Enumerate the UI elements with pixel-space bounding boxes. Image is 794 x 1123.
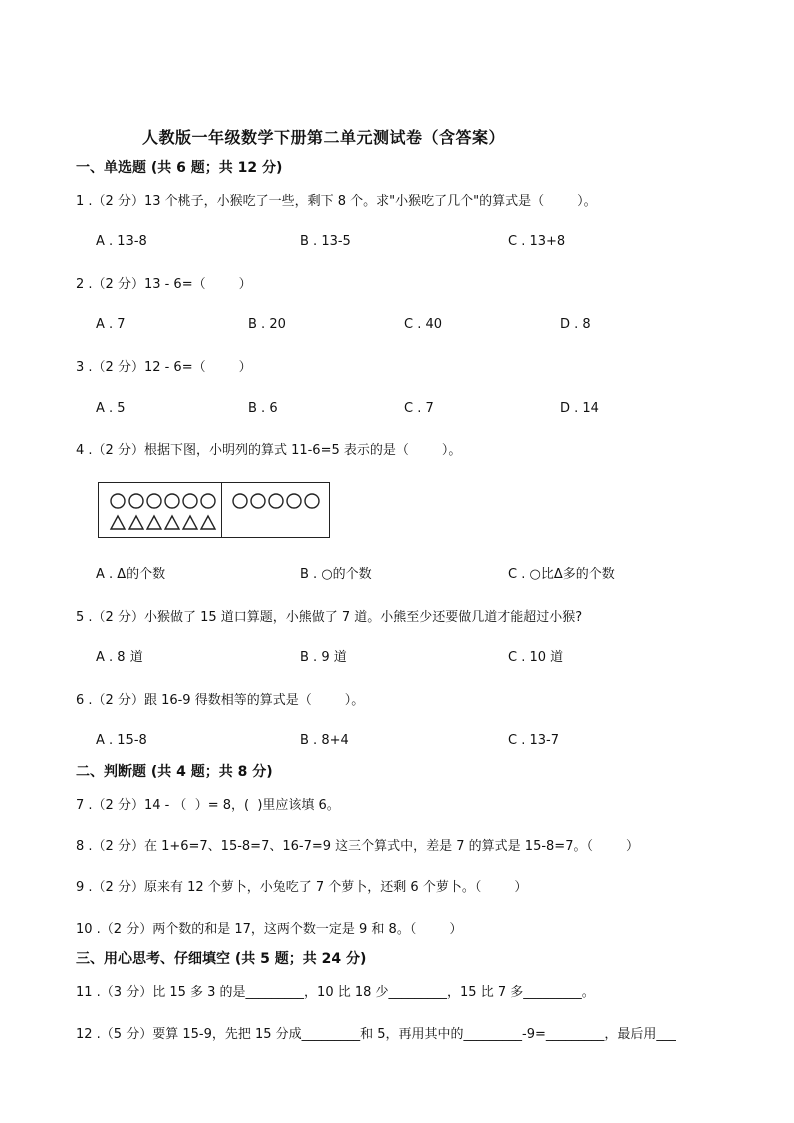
section-heading-true-false: 二、判断题 (共 4 题；共 8 分) — [76, 764, 273, 780]
circle-shape — [111, 494, 125, 508]
q1-option-c[interactable]: C . 13+8 — [508, 234, 566, 249]
circle-shape — [251, 494, 265, 508]
triangle-shape — [111, 516, 125, 529]
triangle-shape — [201, 516, 215, 529]
circle-shape — [183, 494, 197, 508]
q2-option-c[interactable]: C . 40 — [404, 317, 443, 332]
circle-shape — [287, 494, 301, 508]
q5-option-a[interactable]: A . 8 道 — [96, 650, 143, 665]
question-1: 1 .（2 分）13 个桃子，小猴吃了一些，剩下 8 个。求"小猴吃了几个"的算式是（ ）。 — [76, 194, 597, 209]
q3-option-c[interactable]: C . 7 — [404, 401, 434, 416]
question-4: 4 .（2 分）根据下图，小明列的算式 11-6=5 表示的是（ ）。 — [76, 443, 462, 458]
question-10: 10 .（2 分）两个数的和是 17，这两个数一定是 9 和 8。（ ） — [76, 922, 463, 937]
q4-option-a[interactable]: A . Δ的个数 — [96, 567, 166, 582]
triangle-shape — [147, 516, 161, 529]
q4-option-c[interactable]: C . ○比Δ多的个数 — [508, 567, 615, 582]
q6-option-b[interactable]: B . 8+4 — [300, 733, 349, 748]
question-8: 8 .（2 分）在 1+6=7、15-8=7、16-7=9 这三个算式中，差是 7 的算式是 15-8=7。（ ） — [76, 839, 640, 854]
question-12: 12 .（5 分）要算 15-9，先把 15 分成_________和 5，再用其中的_________-9=_________，最后用___ — [76, 1027, 676, 1042]
circle-shape — [147, 494, 161, 508]
question-7: 7 .（2 分）14 - （ ）= 8，( )里应该填 6。 — [76, 798, 340, 813]
q3-option-d[interactable]: D . 14 — [560, 401, 599, 416]
question-5: 5 .（2 分）小猴做了 15 道口算题，小熊做了 7 道。小熊至少还要做几道才能超过小猴? — [76, 610, 583, 625]
section-heading-fill-in: 三、用心思考、仔细填空 (共 5 题；共 24 分) — [76, 951, 367, 967]
circle-shape — [233, 494, 247, 508]
circle-shape — [201, 494, 215, 508]
q4-option-b[interactable]: B . ○的个数 — [300, 567, 372, 582]
q1-option-b[interactable]: B . 13-5 — [300, 234, 351, 249]
circle-shape — [129, 494, 143, 508]
q3-option-b[interactable]: B . 6 — [248, 401, 278, 416]
triangle-shape — [165, 516, 179, 529]
question-2: 2 .（2 分）13 - 6=（ ） — [76, 277, 252, 292]
q1-option-a[interactable]: A . 13-8 — [96, 234, 147, 249]
q6-option-a[interactable]: A . 15-8 — [96, 733, 147, 748]
q2-option-b[interactable]: B . 20 — [248, 317, 286, 332]
q5-option-b[interactable]: B . 9 道 — [300, 650, 347, 665]
shapes-svg — [99, 483, 331, 539]
q3-option-a[interactable]: A . 5 — [96, 401, 126, 416]
question-3: 3 .（2 分）12 - 6=（ ） — [76, 360, 252, 375]
shapes-figure — [98, 482, 330, 538]
circle-shape — [269, 494, 283, 508]
q2-option-d[interactable]: D . 8 — [560, 317, 591, 332]
q2-option-a[interactable]: A . 7 — [96, 317, 126, 332]
q6-option-c[interactable]: C . 13-7 — [508, 733, 559, 748]
question-11: 11 .（3 分）比 15 多 3 的是_________，10 比 18 少_________，15 比 7 多_________。 — [76, 985, 595, 1000]
triangle-shape — [183, 516, 197, 529]
circle-shape — [305, 494, 319, 508]
q5-option-c[interactable]: C . 10 道 — [508, 650, 564, 665]
triangle-shape — [129, 516, 143, 529]
circle-shape — [165, 494, 179, 508]
page-title: 人教版一年级数学下册第二单元测试卷（含答案） — [142, 128, 506, 147]
section-heading-single-choice: 一、单选题 (共 6 题；共 12 分) — [76, 160, 283, 176]
question-9: 9 .（2 分）原来有 12 个萝卜，小兔吃了 7 个萝卜，还剩 6 个萝卜。（ ） — [76, 880, 528, 895]
question-6: 6 .（2 分）跟 16-9 得数相等的算式是（ ）。 — [76, 693, 365, 708]
